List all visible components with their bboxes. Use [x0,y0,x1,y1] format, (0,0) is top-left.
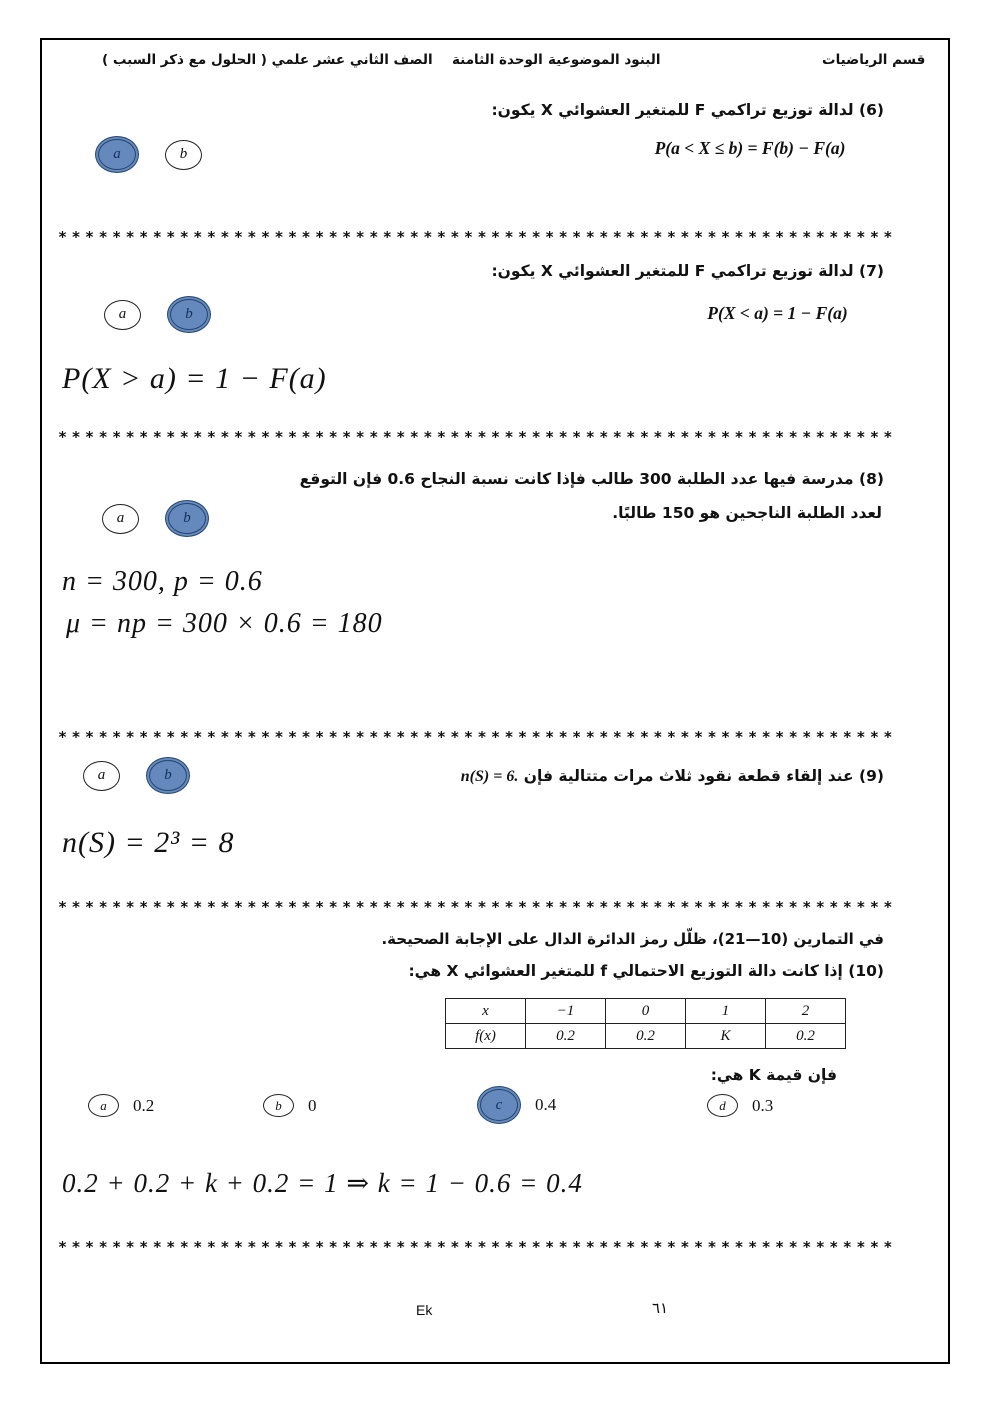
q10-choice-c [477,1086,521,1124]
q8-text-line1 [284,468,884,491]
q9-choice-b [146,757,190,794]
q6-choices [95,136,202,173]
q6-choice-b-label: b [179,146,188,162]
q6-question-text: لدالة توزيع تراكمي F للمتغير العشوائي X يكون: [491,101,854,119]
q10-choice-d [707,1094,738,1117]
table-cell: 0 [606,999,686,1024]
table-cell: 2 [766,999,846,1024]
header-section-type: البنود الموضوعية [548,52,661,68]
q6-choice-a-label: a [113,146,121,162]
q6-choice-a [95,136,139,173]
q9-question-math: n(S) = 6. [460,768,519,785]
q8-choice-b [165,500,209,537]
q10-choice-a-group [88,1094,154,1117]
q7-solution: P(X > a) = 1 − F(a) [62,362,327,395]
q10-choice-a [88,1094,119,1117]
q10-choice-a-value: 0.2 [133,1095,155,1115]
q9-number: (9) [859,767,884,785]
table-cell: K [686,1024,766,1049]
q10-choice-d-value: 0.3 [752,1095,774,1115]
q10-choice-b [263,1094,294,1117]
q10-choice-d-group [707,1094,773,1117]
q7-number: (7) [859,262,884,280]
q7-text [364,260,884,283]
q9-question-text: عند إلقاء قطعة نقود ثلاث مرات متتالية فإن [523,767,854,785]
q10-prompt: فإن قيمة K هي: [710,1066,837,1084]
exercise-instruction: في التمارين (10—21)، ظلّل رمز الدائرة الدال على الإجابة الصحيحة. [381,930,884,948]
table-cell: 0.2 [526,1024,606,1049]
table-row-x [446,999,846,1024]
q7-formula: P(X < a) = 1 − F(a) [707,303,848,323]
q7-choices [104,296,211,333]
q10-text [324,960,884,983]
q10-choice-b-label: b [275,1097,282,1113]
q8-choice-a-label: a [116,510,125,526]
q8-solution-line2: μ = np = 300 × 0.6 = 180 [66,608,383,639]
footer-initials: Ek [416,1302,433,1318]
q8-choice-a [102,504,139,534]
q8-choice-b-label: b [183,510,191,526]
q6-number: (6) [859,101,884,119]
q6-formula: P(a < X ≤ b) = F(b) − F(a) [654,138,846,158]
q7-question-text: لدالة توزيع تراكمي F للمتغير العشوائي X يكون: [491,262,854,280]
asterisk-separator-3: ************************************************************** [58,728,897,746]
page-number: ٦١ [652,1299,669,1317]
asterisk-separator-5: ************************************************************** [58,1238,897,1256]
q6-text [364,99,884,122]
q8-solution-line1: n = 300, p = 0.6 [62,566,263,597]
q10-choice-b-group [263,1094,317,1117]
q9-choice-a-label: a [97,767,106,783]
q8-question-text-line1: مدرسة فيها عدد الطلبة 300 طالب فإذا كانت نسبة النجاح 0.6 فإن التوقع [299,470,854,488]
table-cell: −1 [526,999,606,1024]
q10-choice-c-value: 0.4 [535,1095,557,1114]
q8-choices [102,500,209,537]
q8-number: (8) [859,470,884,488]
table-cell: 0.2 [766,1024,846,1049]
q6-choice-b [165,140,202,170]
asterisk-separator-2: ************************************************************** [58,428,897,446]
q10-choice-a-label: a [100,1097,107,1113]
q8-question-text-line2: لعدد الطلبة الناجحين هو 150 طالبًا. [612,504,882,522]
asterisk-separator-1: ************************************************************** [58,228,897,246]
q9-solution: n(S) = 2³ = 8 [62,826,235,859]
q10-choice-b-value: 0 [308,1095,317,1115]
q10-number: (10) [848,962,884,980]
q10-question-text: إذا كانت دالة التوزيع الاحتمالي f للمتغير العشوائي X هي: [408,962,843,980]
q9-choice-a [83,761,120,791]
q9-choice-b-label: b [164,767,172,783]
table-cell: 0.2 [606,1024,686,1049]
table-cell: f(x) [446,1024,526,1049]
q10-distribution-table [445,998,846,1049]
q9-choices [83,757,190,794]
header-department: قسم الرياضيات [822,52,926,68]
table-cell: x [446,999,526,1024]
header-grade: الصف الثاني عشر علمي ( الحلول مع ذكر السبب ) [102,52,433,68]
q8-text-line2 [482,502,882,525]
q7-choice-b-label: b [185,306,193,322]
q7-choice-a [104,300,141,330]
q10-choice-c-group [477,1086,556,1124]
q10-choice-d-label: d [719,1097,726,1113]
q10-choice-c-label: c [495,1096,503,1113]
q10-solution: 0.2 + 0.2 + k + 0.2 = 1 ⇒ k = 1 − 0.6 = 0.4 [62,1168,583,1198]
q7-choice-b [167,296,211,333]
table-row-fx [446,1024,846,1049]
q7-choice-a-label: a [118,306,127,322]
q9-text [394,765,884,789]
table-cell: 1 [686,999,766,1024]
header-unit: الوحدة الثامنة [452,52,543,68]
asterisk-separator-4: ************************************************************** [58,898,897,916]
